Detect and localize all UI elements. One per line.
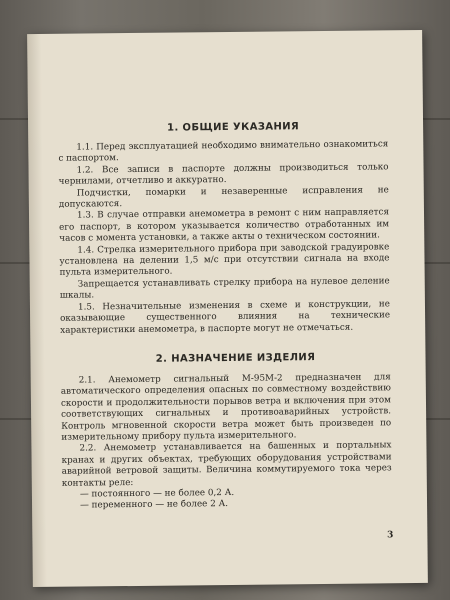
list-item-dc-current: — постоянного — не более 0,2 А.	[79, 487, 235, 500]
paragraph-2-1: 2.1. Анемометр сигнальный М-95М-2 предназначен для автоматического определения опасных по совместному воздействию скорости и продолжительности порывов ветра и включения при этом соответствующих сигнальных и противоаварийных устройств. Контроль мгновенной скорости ветра может быть произведен по измерительному прибору пульта измерительного.	[60, 372, 392, 443]
paragraph-1-2: 1.2. Все записи в паспорте должны производиться только чернилами, отчетливо и аккуратно.	[58, 162, 389, 187]
section-1-title: 1. ОБЩИЕ УКАЗАНИЯ	[167, 121, 300, 134]
paragraph-1-1: 1.1. Перед эксплуатацией необходимо внимательно ознакомиться с паспортом.	[58, 139, 389, 165]
paragraph-1-4: 1.4. Стрелка измерительного прибора при заводской градуировке установлена на делении 1,5 м/с при отсутствии сигнала на входе пульта измерительного.	[59, 241, 390, 279]
section-2-title: 2. НАЗНАЧЕНИЕ ИЗДЕЛИЯ	[155, 351, 316, 365]
page-number: 3	[387, 530, 394, 541]
document-page	[27, 30, 428, 587]
list-item-ac-current: — переменного — не более 2 А.	[80, 499, 229, 511]
paragraph-1-2-note: Подчистки, помарки и незаверенные исправления не допускаются.	[58, 184, 389, 210]
paragraph-1-5: 1.5. Незначительные изменения в схеме и конструкции, не оказывающие существенного влияния на технические характеристики анемометра, в паспорте могут не отмечаться.	[60, 298, 391, 336]
paragraph-1-4-note: Запрещается устанавливать стрелку прибора на нулевое деление шкалы.	[59, 276, 390, 302]
paragraph-2-2: 2.2. Анемометр устанавливается на башенных и портальных кранах и других объектах, требующих оборудования устройствами аварийной ветровой защиты. Величина коммутируемого тока через контакты реле:	[61, 440, 392, 489]
page-text-area	[58, 120, 392, 512]
paragraph-1-3: 1.3. В случае отправки анемометра в ремонт с ним направляется его паспорт, в котором указывается количество отработанных им часов с момента установки, а также акты о техническом состоянии.	[59, 207, 390, 245]
